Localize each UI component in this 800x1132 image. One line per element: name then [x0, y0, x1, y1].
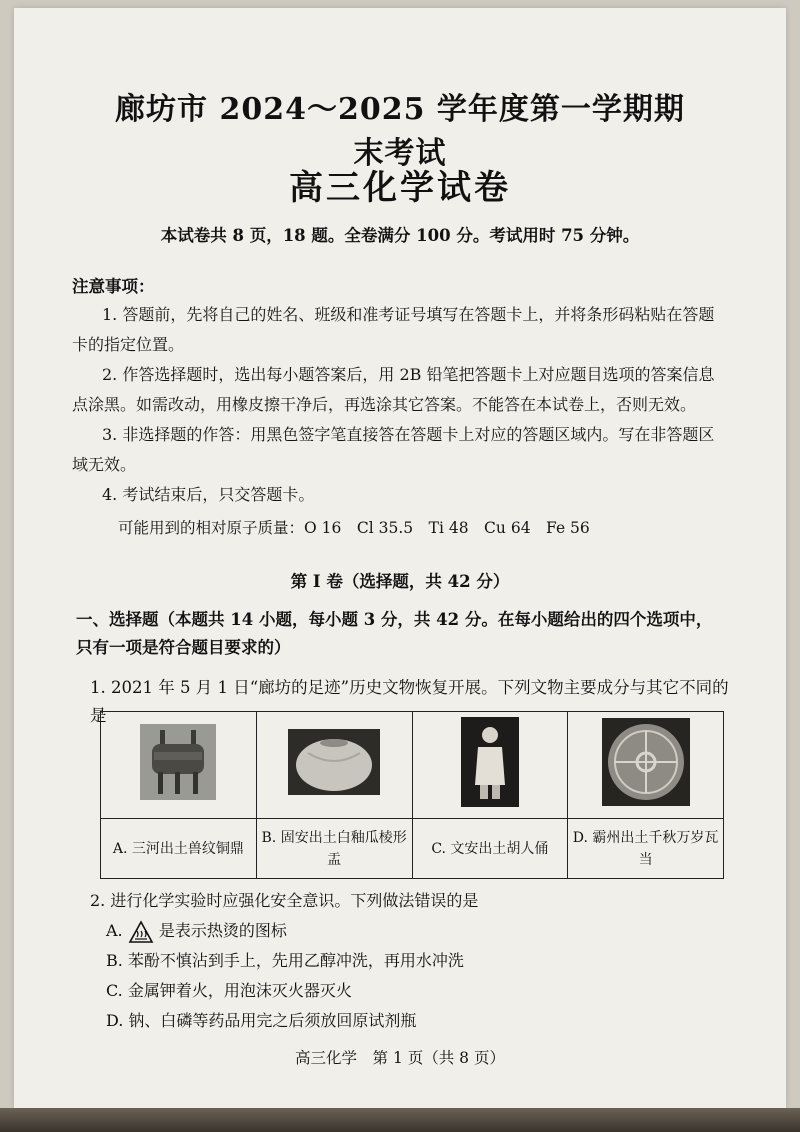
question-1-stem: 1. 2021 年 5 月 1 日“廊坊的足迹”历史文物恢复开展。下列文物主要成分与其它不同的是: [90, 678, 729, 725]
relic-c-cell: [412, 712, 568, 819]
question-2-stem: 2. 进行化学实验时应强化安全意识。下列做法错误的是: [90, 891, 479, 910]
notice-list: [72, 300, 720, 510]
page-footer: 高三化学 第 1 页（共 8 页）: [295, 1049, 505, 1067]
part-heading: 第 Ⅰ 卷（选择题，共 42 分）: [290, 572, 510, 591]
relic-c-label: C. 文安出土胡人俑: [412, 819, 568, 879]
question-2-option-c: C. 金属钾着火，用泡沫灭火器灭火: [106, 981, 352, 1000]
section-heading: [76, 606, 724, 662]
question-2-option-a: [90, 916, 730, 946]
relic-b-cell: [256, 712, 412, 819]
notice-item: 1. 答题前，先将自己的姓名、班级和准考证号填写在答题卡上，并将条形码粘贴在答题卡的指定位置。: [72, 305, 715, 354]
section-text: 一、选择题（本题共 14 小题，每小题 3 分，共 42 分。在每小题给出的四个选项中，只有一项是符合题目要求的）: [76, 610, 713, 657]
option-a-text: 是表示热烫的图标: [158, 921, 287, 940]
option-a-prefix: A.: [106, 921, 123, 940]
question-2-option-b: B. 苯酚不慎沾到手上，先用乙醇冲洗，再用水冲洗: [106, 951, 464, 970]
relic-d-label: D. 霸州出土千秋万岁瓦当: [568, 819, 724, 879]
exam-title: 廊坊市 2024～2025 学年度第一学期期末考试: [115, 92, 685, 171]
exam-info: 本试卷共 8 页，18 题。全卷满分 100 分。考试用时 75 分钟。: [160, 226, 640, 245]
atomic-masses: 可能用到的相对原子质量：O 16 Cl 35.5 Ti 48 Cu 64 Fe 56: [118, 519, 590, 537]
notice-item: 4. 考试结束后，只交答题卡。: [102, 485, 315, 504]
hot-surface-warning-icon: [128, 920, 154, 944]
white-glaze-jar-photo: [288, 729, 380, 795]
roof-tile-photo: [602, 718, 690, 806]
relic-a-cell: [101, 712, 257, 819]
notice-item: 3. 非选择题的作答：用黑色签字笔直接答在答题卡上对应的答题区域内。写在非答题区域无效。: [72, 425, 715, 474]
bronze-ding-photo: [140, 724, 216, 800]
question-2-option-d: D. 钠、白磷等药品用完之后须放回原试剂瓶: [106, 1011, 417, 1030]
figurine-photo: [461, 717, 519, 807]
question-2: [90, 886, 730, 1036]
page-bottom-edge: [0, 1108, 800, 1132]
relic-a-label: A. 三河出土兽纹铜鼎: [101, 819, 257, 879]
relics-table: [100, 711, 724, 879]
relic-d-cell: [568, 712, 724, 819]
notice-item: 2. 作答选择题时，选出每小题答案后，用 2B 铅笔把答题卡上对应题目选项的答案信息点涂黑。如需改动，用橡皮擦干净后，再选涂其它答案。不能答在本试卷上，否则无效。: [72, 365, 715, 414]
notice-heading: 注意事项：: [72, 277, 155, 296]
relic-b-label: B. 固安出土白釉瓜棱形盂: [256, 819, 412, 879]
exam-subtitle: 高三化学试卷: [289, 168, 511, 208]
